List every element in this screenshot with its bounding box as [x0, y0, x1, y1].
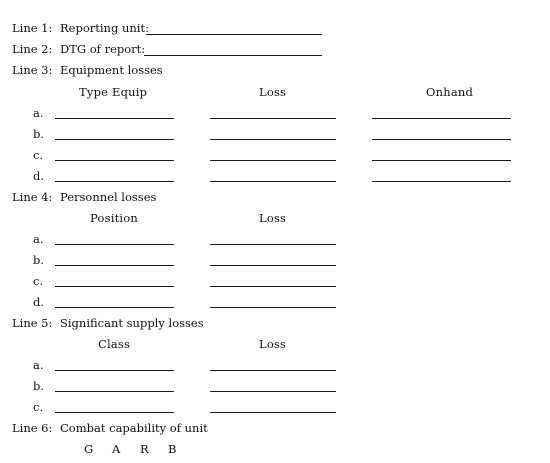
- type-equip-header: Type Equip: [79, 85, 148, 99]
- equipment-type-field[interactable]: [55, 181, 174, 182]
- personnel-loss-field[interactable]: [210, 286, 336, 287]
- equipment-row-label: b.: [33, 127, 45, 141]
- class-header: Class: [98, 337, 131, 351]
- equipment-type-field[interactable]: [55, 139, 174, 140]
- dtg-of-report-label: DTG of report:: [60, 42, 146, 56]
- equipment-loss-field[interactable]: [210, 118, 336, 119]
- personnel-loss-header: Loss: [259, 211, 287, 225]
- supply-loss-field[interactable]: [210, 391, 336, 392]
- supply-row-label: c.: [33, 400, 44, 414]
- supply-class-field[interactable]: [55, 412, 174, 413]
- equipment-row-label: a.: [33, 106, 44, 120]
- personnel-loss-field[interactable]: [210, 244, 336, 245]
- personnel-loss-field[interactable]: [210, 307, 336, 308]
- equipment-loss-field[interactable]: [210, 139, 336, 140]
- personnel-position-field[interactable]: [55, 286, 174, 287]
- supply-class-field[interactable]: [55, 370, 174, 371]
- personnel-row-label: a.: [33, 232, 44, 246]
- reporting-unit-field[interactable]: [146, 34, 322, 35]
- personnel-row-label: b.: [33, 253, 45, 267]
- equipment-type-field[interactable]: [55, 118, 174, 119]
- rating-option-b[interactable]: B: [168, 442, 177, 456]
- line-3-number: Line 3:: [12, 63, 53, 77]
- personnel-position-field[interactable]: [55, 265, 174, 266]
- equipment-row-label: c.: [33, 148, 44, 162]
- personnel-position-field[interactable]: [55, 307, 174, 308]
- personnel-row-label: d.: [33, 295, 45, 309]
- rating-option-a[interactable]: A: [112, 442, 121, 456]
- personnel-position-field[interactable]: [55, 244, 174, 245]
- equipment-onhand-field[interactable]: [372, 118, 511, 119]
- onhand-header: Onhand: [426, 85, 474, 99]
- personnel-losses-label: Personnel losses: [60, 190, 157, 204]
- supply-loss-header: Loss: [259, 337, 287, 351]
- combat-capability-label: Combat capability of unit: [60, 421, 208, 435]
- equipment-loss-header: Loss: [259, 85, 287, 99]
- supply-loss-field[interactable]: [210, 412, 336, 413]
- dtg-of-report-field[interactable]: [144, 55, 322, 56]
- line-2-number: Line 2:: [12, 42, 53, 56]
- equipment-losses-label: Equipment losses: [60, 63, 163, 77]
- position-header: Position: [90, 211, 139, 225]
- personnel-row-label: c.: [33, 274, 44, 288]
- rating-option-r[interactable]: R: [140, 442, 149, 456]
- equipment-type-field[interactable]: [55, 160, 174, 161]
- equipment-onhand-field[interactable]: [372, 181, 511, 182]
- supply-row-label: b.: [33, 379, 45, 393]
- line-5-number: Line 5:: [12, 316, 53, 330]
- reporting-unit-label: Reporting unit:: [60, 21, 149, 35]
- personnel-loss-field[interactable]: [210, 265, 336, 266]
- equipment-onhand-field[interactable]: [372, 160, 511, 161]
- equipment-loss-field[interactable]: [210, 160, 336, 161]
- line-6-number: Line 6:: [12, 421, 53, 435]
- equipment-loss-field[interactable]: [210, 181, 336, 182]
- equipment-row-label: d.: [33, 169, 45, 183]
- supply-loss-field[interactable]: [210, 370, 336, 371]
- line-4-number: Line 4:: [12, 190, 53, 204]
- equipment-onhand-field[interactable]: [372, 139, 511, 140]
- rating-option-g[interactable]: G: [84, 442, 94, 456]
- supply-row-label: a.: [33, 358, 44, 372]
- line-1-number: Line 1:: [12, 21, 53, 35]
- supply-class-field[interactable]: [55, 391, 174, 392]
- supply-losses-label: Significant supply losses: [60, 316, 204, 330]
